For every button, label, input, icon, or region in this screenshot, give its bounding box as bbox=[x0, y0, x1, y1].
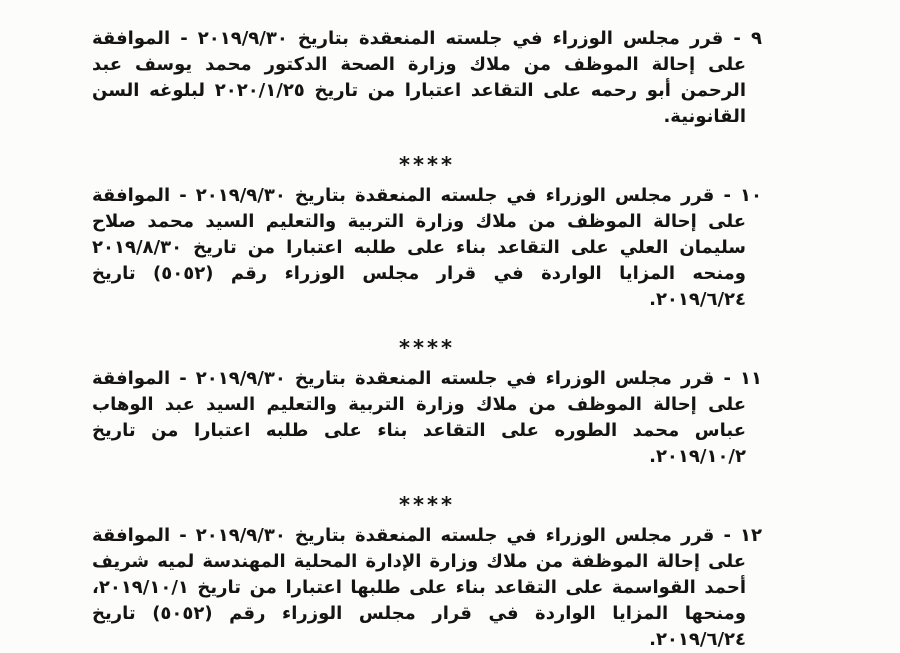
section-separator: **** bbox=[399, 336, 455, 360]
section-separator: **** bbox=[399, 153, 455, 177]
decision-item-9 bbox=[92, 26, 762, 130]
decision-item-10 bbox=[92, 183, 762, 313]
decision-item-12 bbox=[92, 523, 762, 653]
decisions-text-column bbox=[92, 26, 762, 653]
item-number-12: ١٢ - bbox=[723, 525, 762, 546]
item-number-11: ١١ - bbox=[723, 368, 762, 389]
item-number-9: ٩ - bbox=[733, 28, 762, 49]
item-text-9: قرر مجلس الوزراء في جلسته المنعقدة بتاريخ ٢٠١٩/٩/٣٠ - الموافقة على إحالة الموظف من ملاك وزارة الصحة الدكتور محمد يوسف عبد الرحمن أبو رحمه على التقاعد اعتبارا من تاريخ ٢٠٢٠/١/٢٥ لبلوغه السن القانونية. bbox=[92, 28, 746, 127]
section-separator: **** bbox=[399, 493, 455, 517]
item-text-11: قرر مجلس الوزراء في جلسته المنعقدة بتاريخ ٢٠١٩/٩/٣٠ - الموافقة على إحالة الموظف من ملاك وزارة التربية والتعليم السيد عبد الوهاب عباس محمد الطوره على التقاعد بناء على طلبه اعتبارا من تاريخ ٢٠١٩/١٠/٢. bbox=[92, 368, 746, 467]
decision-item-11 bbox=[92, 366, 762, 470]
item-text-10: قرر مجلس الوزراء في جلسته المنعقدة بتاريخ ٢٠١٩/٩/٣٠ - الموافقة على إحالة الموظف من ملاك وزارة التربية والتعليم السيد محمد صلاح سليمان العلي على التقاعد بناء على طلبه اعتبارا من تاريخ ٢٠١٩/٨/٣٠ ومنحه المزايا الواردة في قرار مجلس الوزراء رقم (٥٠٥٢) تاريخ ٢٠١٩/٦/٢٤. bbox=[92, 185, 746, 310]
item-number-10: ١٠ - bbox=[723, 185, 762, 206]
item-text-12: قرر مجلس الوزراء في جلسته المنعقدة بتاريخ ٢٠١٩/٩/٣٠ - الموافقة على إحالة الموظفة من ملاك وزارة الإدارة المحلية المهندسة لميه شريف أحمد القواسمة على التقاعد بناء على طلبها اعتبارا من تاريخ ٢٠١٩/١٠/١، ومنحها المزايا الواردة في قرار مجلس الوزراء رقم (٥٠٥٢) تاريخ ٢٠١٩/٦/٢٤. bbox=[92, 525, 747, 650]
